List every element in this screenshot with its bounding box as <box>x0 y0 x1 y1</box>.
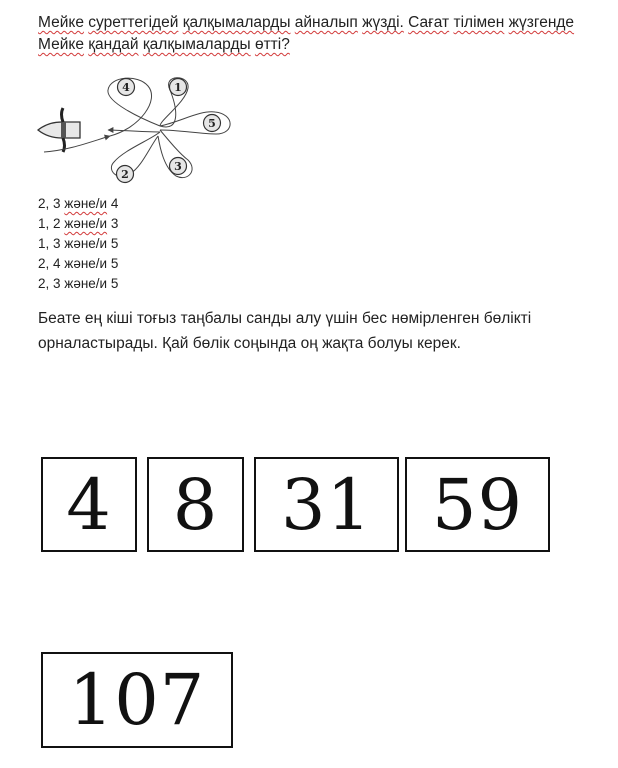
svg-text:3: 3 <box>174 160 182 173</box>
word: жүзді. <box>362 14 404 31</box>
option-numbers: 1, 2 <box>38 216 61 231</box>
option-last-number: 5 <box>110 276 119 291</box>
word: қандай <box>88 36 139 53</box>
word: қалқымаларды <box>142 36 251 53</box>
word: Мейке <box>38 14 84 31</box>
buoy-1 <box>170 79 187 96</box>
svg-text:1: 1 <box>174 81 182 94</box>
answer-option <box>38 274 118 294</box>
question-2-text <box>38 306 598 356</box>
question-2-line-2: орналастырады. Қай бөлік соңында оң жақта болуы керек. <box>38 335 461 352</box>
card-number: 31 <box>280 463 373 546</box>
card-number: 4 <box>66 463 112 546</box>
question-1-text <box>38 12 608 56</box>
buoy-5 <box>204 115 221 132</box>
option-numbers: 1, 3 <box>38 236 61 251</box>
answer-option <box>38 234 118 254</box>
word: тілімен <box>453 14 505 31</box>
option-conjunction: және/и <box>64 276 108 291</box>
number-card <box>254 457 399 552</box>
option-conjunction: және/и <box>64 236 108 251</box>
buoy-4 <box>118 79 135 96</box>
word: Сағат <box>408 14 450 31</box>
option-last-number: 5 <box>110 256 119 271</box>
answer-option <box>38 254 118 274</box>
option-numbers: 2, 3 <box>38 276 61 291</box>
word: суреттегідей <box>88 14 179 31</box>
option-numbers: 2, 4 <box>38 256 61 271</box>
answer-option <box>38 214 118 234</box>
boat-route-diagram <box>30 70 250 192</box>
number-card <box>41 652 233 748</box>
option-last-number: 3 <box>110 216 119 231</box>
word: Мейке <box>38 36 84 53</box>
number-card <box>41 457 137 552</box>
buoy-3 <box>170 158 187 175</box>
svg-text:4: 4 <box>122 81 130 94</box>
number-card <box>405 457 550 552</box>
question-2-line-1: Беате ең кіші тоғыз таңбалы санды алу үшін бес нөмірленген бөлікті <box>38 310 532 327</box>
card-number: 107 <box>68 659 206 741</box>
option-conjunction: және/и <box>64 216 108 231</box>
svg-text:5: 5 <box>208 117 216 130</box>
answer-option <box>38 194 118 214</box>
card-number: 59 <box>431 463 524 546</box>
svg-text:2: 2 <box>121 168 129 181</box>
option-last-number: 4 <box>110 196 119 211</box>
word: өтті? <box>254 36 290 53</box>
option-conjunction: және/и <box>64 256 108 271</box>
boat-icon <box>38 108 80 152</box>
buoy-2 <box>117 166 134 183</box>
answer-options <box>38 194 118 294</box>
option-conjunction: және/и <box>64 196 108 211</box>
word: жүзгенде <box>508 14 575 31</box>
option-last-number: 5 <box>110 236 119 251</box>
word: қалқымаларды <box>182 14 291 31</box>
option-numbers: 2, 3 <box>38 196 61 211</box>
card-number: 8 <box>172 463 219 546</box>
word: айналып <box>294 14 358 31</box>
number-card <box>147 457 244 552</box>
